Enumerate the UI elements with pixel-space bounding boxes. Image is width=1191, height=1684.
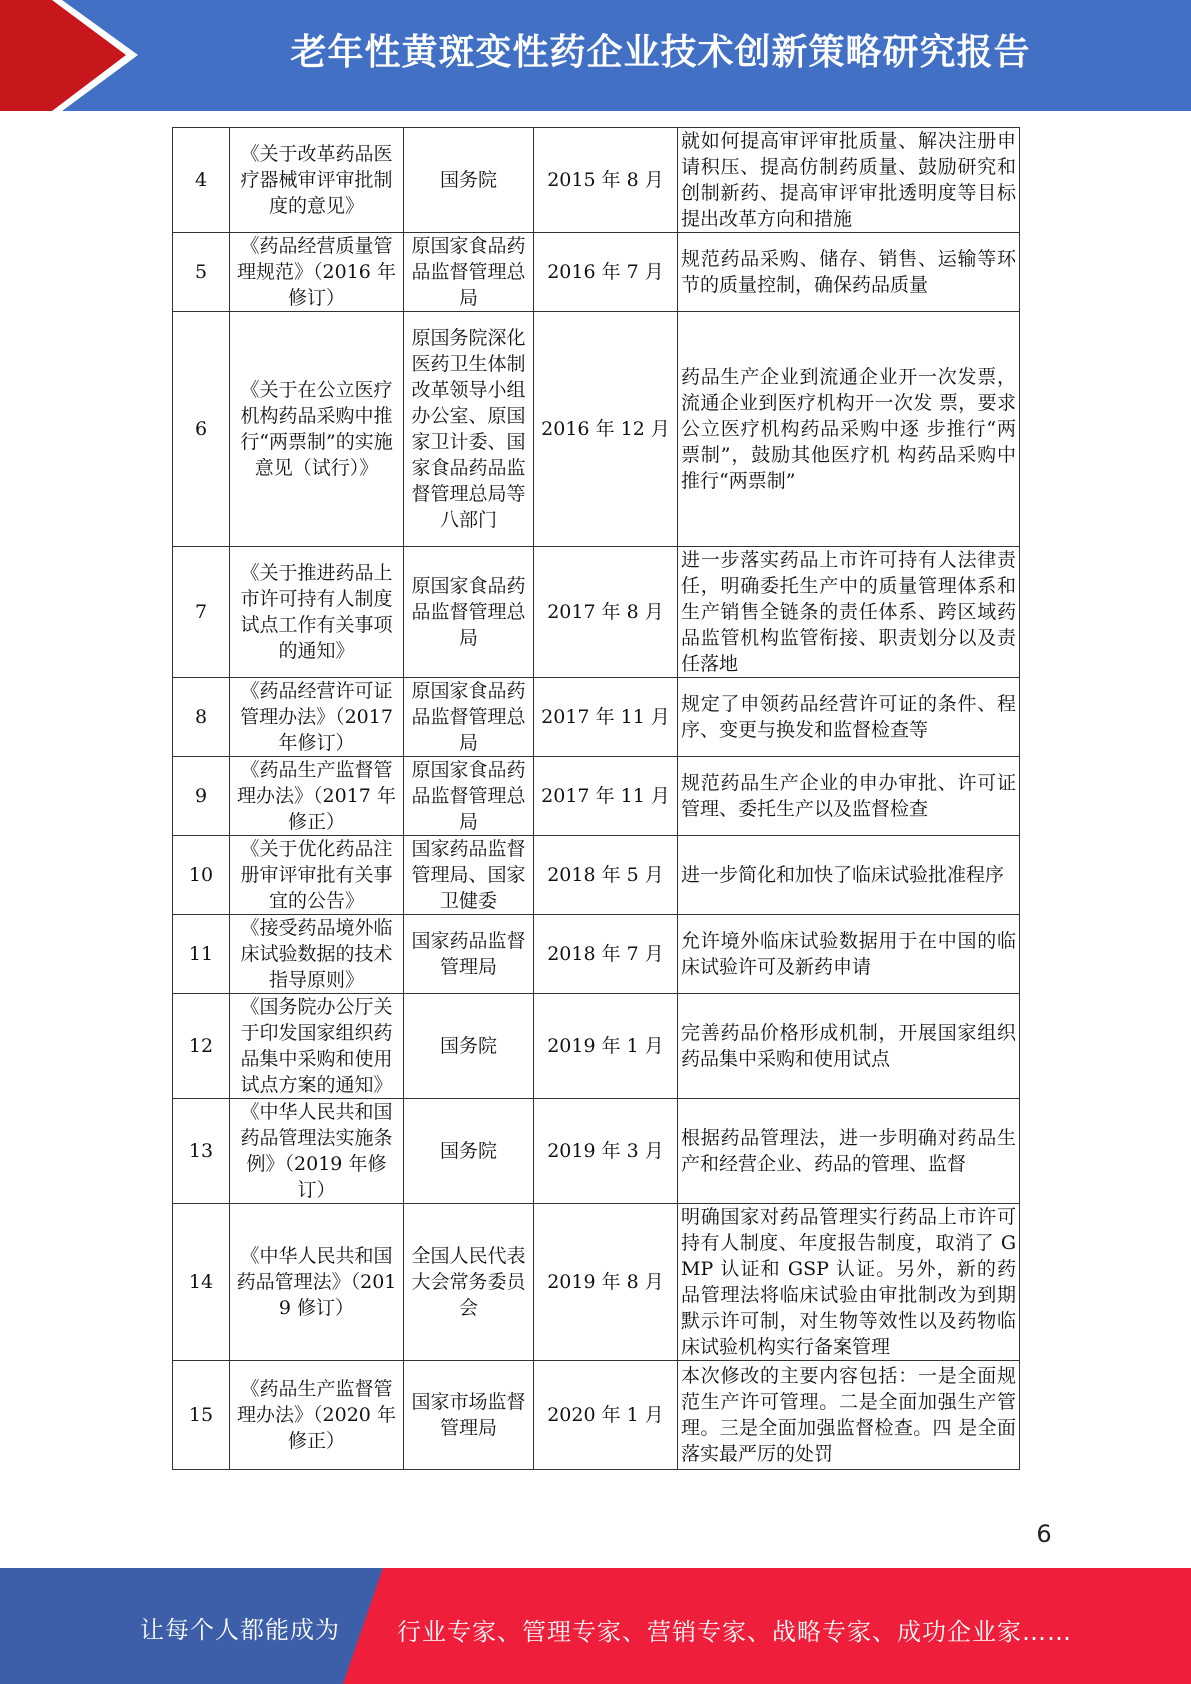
issuing-authority: 原国家食品药品监督管理总局 xyxy=(404,757,534,836)
row-number: 15 xyxy=(173,1361,230,1470)
row-number: 5 xyxy=(173,233,230,312)
issue-date: 2017 年 11 月 xyxy=(534,678,678,757)
issue-date: 2020 年 1 月 xyxy=(534,1361,678,1470)
table-row xyxy=(173,915,1020,994)
table-row xyxy=(173,836,1020,915)
issuing-authority: 国家市场监督管理局 xyxy=(404,1361,534,1470)
policy-name: 《药品经营许可证管理办法》（2017 年修订） xyxy=(230,678,404,757)
policy-name: 《中华人民共和国药品管理法实施条例》（2019 年修订） xyxy=(230,1099,404,1204)
table-row xyxy=(173,547,1020,678)
slogan-right: 行业专家、管理专家、营销专家、战略专家、成功企业家…… xyxy=(397,1618,1072,1646)
row-number: 8 xyxy=(173,678,230,757)
table-row xyxy=(173,1204,1020,1361)
issuing-authority: 国务院 xyxy=(404,994,534,1099)
slogan-left: 让每个人都能成为 xyxy=(140,1616,340,1644)
policy-content: 规范药品生产企业的申办审批、许可证管理、委托生产以及监督检查 xyxy=(678,757,1020,836)
policy-content: 药品生产企业到流通企业开一次发票，流通企业到医疗机构开一次发 票，要求公立医疗机构药品采购中逐 步推行“两票制”，鼓励其他医疗机 构药品采购中推行“两票制” xyxy=(678,312,1020,547)
policy-content: 规定了申领药品经营许可证的条件、程序、变更与换发和监督检查等 xyxy=(678,678,1020,757)
policy-content: 就如何提高审评审批质量、解决注册申请积压、提高仿制药质量、鼓励研究和创制新药、提高审评审批透明度等目标提出改革方向和措施 xyxy=(678,128,1020,233)
policy-name: 《关于在公立医疗机构药品采购中推行“两票制”的实施意见（试行）》 xyxy=(230,312,404,547)
table-row xyxy=(173,233,1020,312)
footer-banner xyxy=(0,1568,1191,1684)
issuing-authority: 全国人民代表大会常务委员会 xyxy=(404,1204,534,1361)
header-banner xyxy=(0,0,1191,111)
table-row xyxy=(173,994,1020,1099)
policy-content: 规范药品采购、储存、销售、运输等环节的质量控制，确保药品质量 xyxy=(678,233,1020,312)
issuing-authority: 国家药品监督管理局 xyxy=(404,915,534,994)
issue-date: 2017 年 11 月 xyxy=(534,757,678,836)
issue-date: 2018 年 7 月 xyxy=(534,915,678,994)
policy-name: 《中华人民共和国药品管理法》（2019 修订） xyxy=(230,1204,404,1361)
policy-name: 《接受药品境外临床试验数据的技术指导原则》 xyxy=(230,915,404,994)
policy-name: 《国务院办公厅关于印发国家组织药品集中采购和使用试点方案的通知》 xyxy=(230,994,404,1099)
policy-table xyxy=(172,127,1020,1470)
policy-name: 《关于推进药品上市许可持有人制度试点工作有关事项的通知》 xyxy=(230,547,404,678)
report-title: 老年性黄斑变性药企业技术创新策略研究报告 xyxy=(290,32,1031,73)
policy-content: 根据药品管理法，进一步明确对药品生产和经营企业、药品的管理、监督 xyxy=(678,1099,1020,1204)
row-number: 14 xyxy=(173,1204,230,1361)
issue-date: 2016 年 7 月 xyxy=(534,233,678,312)
row-number: 4 xyxy=(173,128,230,233)
table-row xyxy=(173,1099,1020,1204)
issue-date: 2019 年 3 月 xyxy=(534,1099,678,1204)
issue-date: 2015 年 8 月 xyxy=(534,128,678,233)
page-number: 6 xyxy=(1036,1520,1052,1548)
row-number: 10 xyxy=(173,836,230,915)
row-number: 6 xyxy=(173,312,230,547)
policy-content: 进一步落实药品上市许可持有人法律责任，明确委托生产中的质量管理体系和生产销售全链条的责任体系、跨区域药品监管机构监管衔接、职责划分以及责任落地 xyxy=(678,547,1020,678)
issuing-authority: 原国家食品药品监督管理总局 xyxy=(404,678,534,757)
policy-name: 《关于优化药品注册审评审批有关事宜的公告》 xyxy=(230,836,404,915)
issuing-authority: 国家药品监督管理局、国家卫健委 xyxy=(404,836,534,915)
row-number: 13 xyxy=(173,1099,230,1204)
issuing-authority: 原国家食品药品监督管理总局 xyxy=(404,547,534,678)
table-row xyxy=(173,128,1020,233)
policy-content: 本次修改的主要内容包括：一是全面规范生产许可管理。二是全面加强生产管理。三是全面加强监督检查。四 是全面落实最严厉的处罚 xyxy=(678,1361,1020,1470)
issue-date: 2017 年 8 月 xyxy=(534,547,678,678)
policy-content: 进一步简化和加快了临床试验批准程序 xyxy=(678,836,1020,915)
row-number: 11 xyxy=(173,915,230,994)
row-number: 7 xyxy=(173,547,230,678)
issuing-authority: 国务院 xyxy=(404,1099,534,1204)
issuing-authority: 原国家食品药品监督管理总局 xyxy=(404,233,534,312)
issue-date: 2019 年 8 月 xyxy=(534,1204,678,1361)
policy-content: 完善药品价格形成机制，开展国家组织药品集中采购和使用试点 xyxy=(678,994,1020,1099)
table-row xyxy=(173,757,1020,836)
policy-content: 允许境外临床试验数据用于在中国的临床试验许可及新药申请 xyxy=(678,915,1020,994)
issue-date: 2019 年 1 月 xyxy=(534,994,678,1099)
table-row xyxy=(173,312,1020,547)
issue-date: 2018 年 5 月 xyxy=(534,836,678,915)
policy-name: 《药品经营质量管理规范》（2016 年修订） xyxy=(230,233,404,312)
table-row xyxy=(173,1361,1020,1470)
policy-name: 《关于改革药品医疗器械审评审批制度的意见》 xyxy=(230,128,404,233)
row-number: 9 xyxy=(173,757,230,836)
issue-date: 2016 年 12 月 xyxy=(534,312,678,547)
row-number: 12 xyxy=(173,994,230,1099)
issuing-authority: 原国务院深化医药卫生体制改革领导小组办公室、原国家卫计委、国家食品药品监督管理总局等八部门 xyxy=(404,312,534,547)
policy-name: 《药品生产监督管理办法》（2017 年修正） xyxy=(230,757,404,836)
policy-content: 明确国家对药品管理实行药品上市许可持有人制度、年度报告制度，取消了 GMP 认证和 GSP 认证。另外，新的药品管理法将临床试验由审批制改为到期默示许可制，对生物等效性以及药物临床试验机构实行备案管理 xyxy=(678,1204,1020,1361)
policy-name: 《药品生产监督管理办法》（2020 年修正） xyxy=(230,1361,404,1470)
issuing-authority: 国务院 xyxy=(404,128,534,233)
table-row xyxy=(173,678,1020,757)
red-chevron-decoration xyxy=(0,0,160,111)
